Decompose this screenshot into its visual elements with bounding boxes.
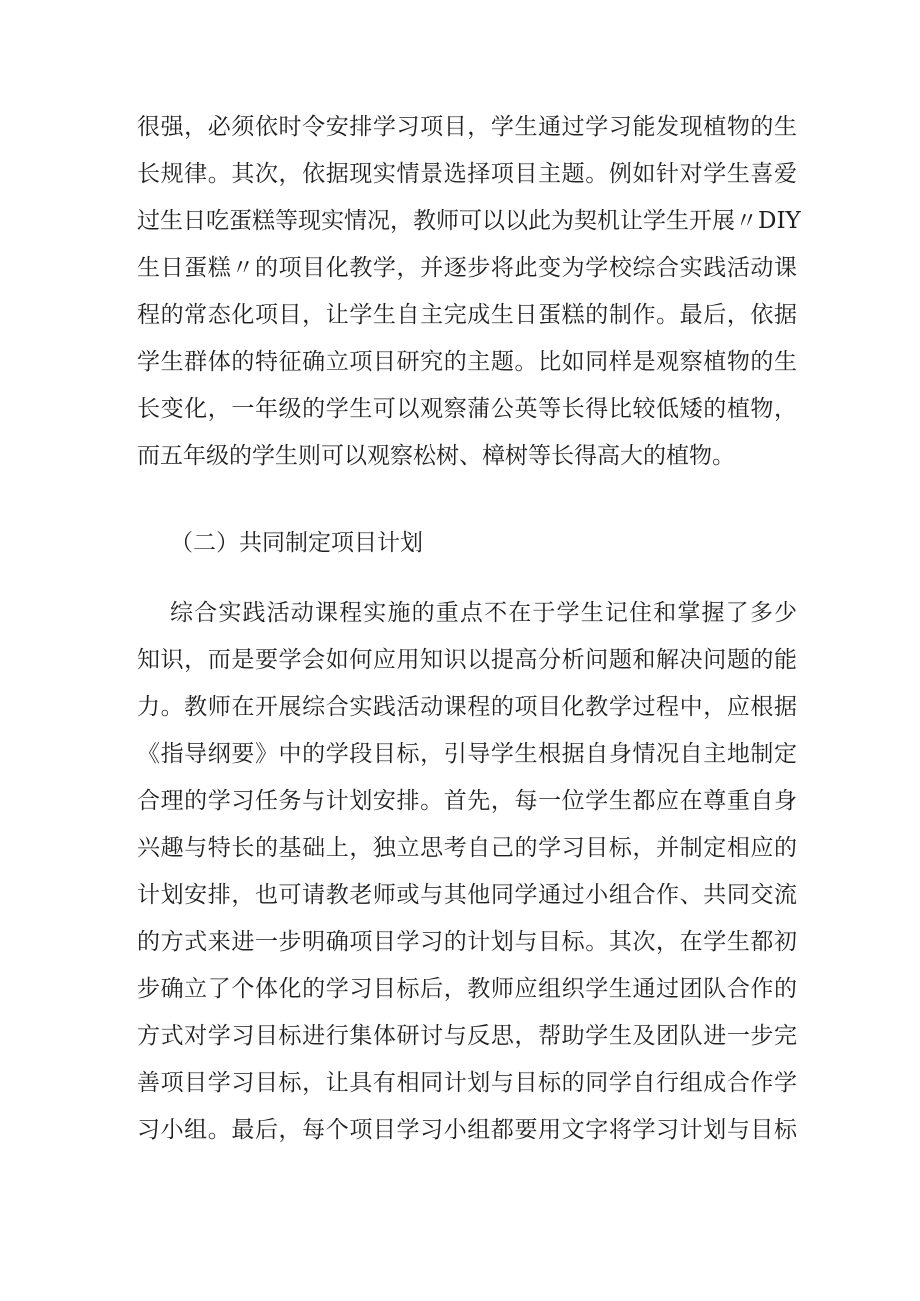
paragraph-line: 很强，必须依时令安排学习项目，学生通过学习能发现植物的生	[137, 114, 797, 140]
paragraph-line: 程的常态化项目，让学生自主完成生日蛋糕的制作。最后，依据	[137, 302, 797, 328]
paragraph-line: 而五年级的学生则可以观察松树、樟树等长得高大的植物。	[137, 443, 735, 469]
paragraph-line: 过生日吃蛋糕等现实情况，教师可以以此为契机让学生开展〃DIY	[137, 208, 801, 234]
paragraph-line: 学生群体的特征确立项目研究的主题。比如同样是观察植物的生	[137, 349, 797, 375]
paragraph-1	[137, 104, 801, 480]
paragraph-line: 生日蛋糕〃的项目化教学，并逐步将此变为学校综合实践活动课	[137, 255, 797, 281]
paragraph-line: 方式对学习目标进行集体研讨与反思，帮助学生及团队进一步完	[137, 1023, 797, 1049]
paragraph-line: 兴趣与特长的基础上，独立思考自己的学习目标，并制定相应的	[137, 835, 797, 861]
paragraph-line: 知识，而是要学会如何应用知识以提高分析问题和解决问题的能	[137, 647, 797, 673]
paragraph-2	[137, 590, 797, 1154]
paragraph-line: 习小组。最后，每个项目学习小组都要用文字将学习计划与目标	[137, 1117, 797, 1143]
paragraph-line: 长变化，一年级的学生可以观察蒲公英等长得比较低矮的植物，	[137, 396, 797, 422]
paragraph-line: 长规律。其次，依据现实情景选择项目主题。例如针对学生喜爱	[137, 161, 797, 187]
paragraph-line: 《指导纲要》中的学段目标，引导学生根据自身情况自主地制定	[137, 741, 797, 767]
paragraph-line: 善项目学习目标，让具有相同计划与目标的同学自行组成合作学	[137, 1070, 797, 1096]
paragraph-line: 的方式来进一步明确项目学习的计划与目标。其次，在学生都初	[137, 929, 797, 955]
paragraph-line: 步确立了个体化的学习目标后，教师应组织学生通过团队合作的	[137, 976, 797, 1002]
paragraph-line: 综合实践活动课程实施的重点不在于学生记住和掌握了多少	[170, 600, 797, 626]
paragraph-line: 合理的学习任务与计划安排。首先，每一位学生都应在尊重自身	[137, 788, 797, 814]
paragraph-line: 力。教师在开展综合实践活动课程的项目化教学过程中，应根据	[137, 694, 797, 720]
paragraph-line: 计划安排，也可请教老师或与其他同学通过小组合作、共同交流	[137, 882, 797, 908]
section-heading: （二）共同制定项目计划	[170, 530, 423, 556]
